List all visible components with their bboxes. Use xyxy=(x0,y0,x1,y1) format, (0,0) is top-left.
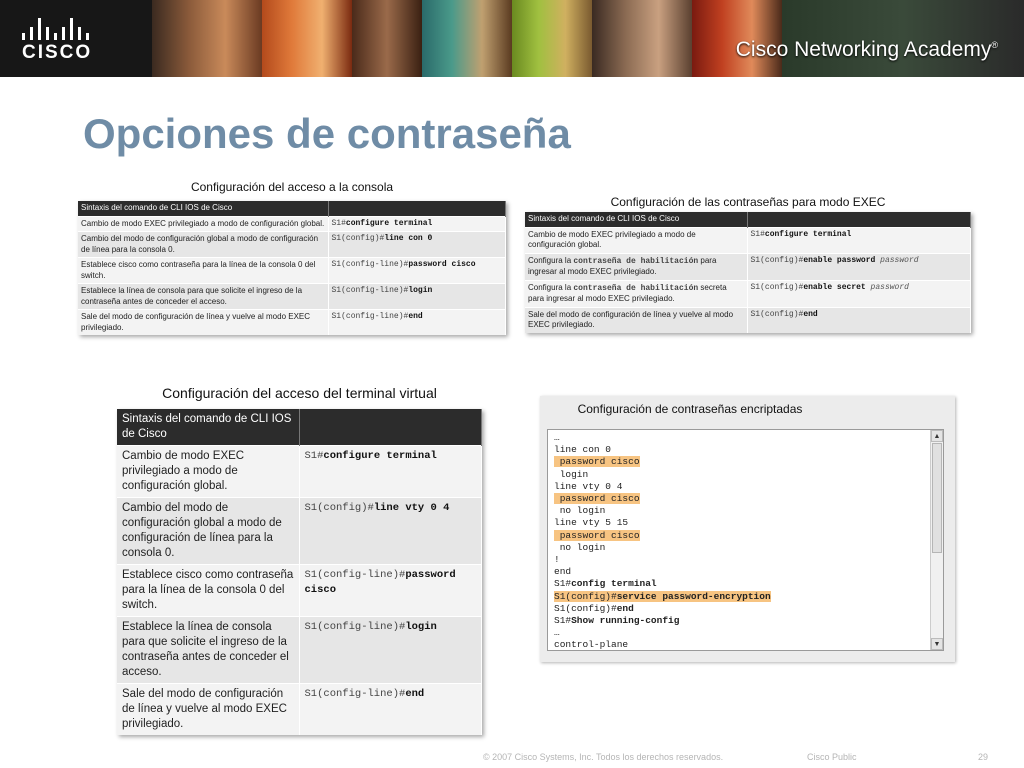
row-command xyxy=(299,565,482,617)
command-prompt: S1(config)# xyxy=(554,602,617,614)
scroll-up-icon[interactable]: ▲ xyxy=(931,430,943,442)
table-row xyxy=(117,446,482,498)
config-command xyxy=(554,603,634,614)
table-row xyxy=(117,565,482,617)
command-keyword: password cisco xyxy=(304,569,456,596)
row-description: Establece la línea de consola para que solicite el ingreso de la contraseña antes de conceder el acceso. xyxy=(78,284,328,310)
command-keyword: configure terminal xyxy=(345,218,433,228)
vty-panel-caption: Configuración del acceso del terminal virtual xyxy=(162,385,437,401)
config-line xyxy=(554,566,771,578)
row-command xyxy=(747,307,971,333)
config-command xyxy=(554,615,679,626)
command-keyword: line vty 0 4 xyxy=(373,502,450,514)
command-prompt: S1(config-line)# xyxy=(331,286,409,295)
command-keyword: config terminal xyxy=(571,578,657,590)
config-line xyxy=(554,554,771,566)
running-config-output xyxy=(547,429,944,651)
config-command xyxy=(554,578,657,589)
table-header-row xyxy=(117,409,482,446)
encrypted-panel-caption: Configuración de contraseñas encriptadas xyxy=(577,402,803,416)
row-description: Cambio de modo EXEC privilegiado a modo de configuración global. xyxy=(78,216,328,232)
command-keyword: enable secret xyxy=(803,282,866,292)
config-text: no login xyxy=(554,505,606,517)
config-line xyxy=(554,481,771,493)
row-command xyxy=(328,258,506,284)
row-command xyxy=(328,232,506,258)
command-keyword: enable password xyxy=(803,255,876,265)
config-line xyxy=(554,444,771,456)
command-prompt: S1(config-line)# xyxy=(304,621,406,633)
command-keyword: password cisco xyxy=(408,260,476,269)
config-text: line vty 5 15 xyxy=(554,517,629,529)
cisco-bridge-icon xyxy=(22,18,102,40)
row-description xyxy=(525,227,747,253)
page-title: Opciones de contraseña xyxy=(83,110,571,157)
scroll-down-icon[interactable]: ▼ xyxy=(931,638,943,650)
config-text: ! xyxy=(554,554,560,566)
vertical-scrollbar[interactable] xyxy=(930,430,943,650)
table-row xyxy=(117,498,482,565)
encrypted-passwords-panel xyxy=(540,396,955,662)
table-row xyxy=(525,253,971,280)
config-text: no login xyxy=(554,541,606,553)
command-keyword: service password-encryption xyxy=(616,590,771,602)
command-argument: password xyxy=(870,282,909,292)
command-keyword: configure terminal xyxy=(764,229,852,239)
command-prompt: S1# xyxy=(750,229,765,239)
config-text: password cisco xyxy=(554,529,640,541)
exec-panel-caption: Configuración de las contraseñas para modo EXEC xyxy=(610,195,886,209)
table-row xyxy=(117,617,482,684)
row-command xyxy=(299,498,482,565)
row-description: Cambio de modo EXEC privilegiado a modo de configuración global. xyxy=(117,446,299,498)
command-prompt: S1(config-line)# xyxy=(304,569,406,581)
footer-classification: Cisco Public xyxy=(807,752,857,762)
config-text: login xyxy=(554,468,589,480)
row-command xyxy=(299,684,482,736)
table-header-syntax: Sintaxis del comando de CLI IOS de Cisco xyxy=(117,409,299,446)
description-text: secreta para ingresar al modo EXEC privilegiado. xyxy=(528,282,727,303)
command-prompt: S1(config-line)# xyxy=(331,312,409,321)
config-command xyxy=(554,591,771,602)
command-prompt: S1# xyxy=(554,578,572,590)
console-access-table xyxy=(78,201,506,335)
row-description xyxy=(525,307,747,333)
config-line xyxy=(554,493,771,505)
description-keyword: contraseña de habilitación xyxy=(573,283,699,293)
config-lines xyxy=(554,432,771,652)
config-line xyxy=(554,505,771,517)
config-text: password cisco xyxy=(554,493,640,505)
exec-password-table xyxy=(525,212,971,333)
table-row xyxy=(78,258,506,284)
command-prompt: S1(config)# xyxy=(750,282,804,292)
table-row xyxy=(78,232,506,258)
command-keyword: end xyxy=(408,312,423,321)
description-text: Sale del modo de configuración de línea y vuelve al modo EXEC privilegiado. xyxy=(528,309,734,329)
row-command xyxy=(747,280,971,307)
config-text: … xyxy=(554,627,560,639)
footer-copyright: © 2007 Cisco Systems, Inc. Todos los derechos reservados. xyxy=(483,752,724,762)
description-text: Cambio de modo EXEC privilegiado a modo de configuración global. xyxy=(528,229,696,249)
row-description: Cambio del modo de configuración global a modo de configuración de línea para la consola 0. xyxy=(117,498,299,565)
command-keyword: configure terminal xyxy=(323,450,437,462)
config-line xyxy=(554,578,771,590)
config-line xyxy=(554,469,771,481)
config-line xyxy=(554,456,771,468)
command-prompt: S1# xyxy=(554,615,572,627)
cisco-logo xyxy=(0,0,152,77)
footer-page-number: 29 xyxy=(978,752,989,762)
row-description xyxy=(525,253,747,280)
config-text: end xyxy=(554,566,572,578)
description-text: Configura la xyxy=(528,282,574,292)
config-line xyxy=(554,530,771,542)
config-line xyxy=(554,542,771,554)
config-line xyxy=(554,603,771,615)
row-command xyxy=(299,446,482,498)
description-text: para ingresar al modo EXEC privilegiado. xyxy=(528,255,717,276)
config-line xyxy=(554,627,771,639)
command-keyword: end xyxy=(405,688,425,700)
config-line xyxy=(554,517,771,529)
config-text: control-plane xyxy=(554,639,629,651)
command-argument: password xyxy=(880,255,919,265)
table-header-blank xyxy=(747,212,971,227)
command-prompt: S1(config)# xyxy=(331,234,385,243)
row-description xyxy=(525,280,747,307)
table-header-blank xyxy=(299,409,482,446)
row-description: Establece cisco como contraseña para la línea de la consola 0 del switch. xyxy=(78,258,328,284)
command-prompt: S1# xyxy=(331,218,346,228)
command-keyword: end xyxy=(803,309,818,319)
row-command xyxy=(328,310,506,336)
config-text: password cisco xyxy=(554,456,640,468)
table-row xyxy=(78,310,506,336)
table-header-syntax: Sintaxis del comando de CLI IOS de Cisco xyxy=(78,201,328,216)
config-text: line con 0 xyxy=(554,444,612,456)
command-keyword: end xyxy=(616,602,634,614)
command-keyword: login xyxy=(408,286,433,295)
table-row xyxy=(525,227,971,253)
config-line xyxy=(554,591,771,603)
description-text: Configura la xyxy=(528,255,574,265)
row-description: Sale del modo de configuración de línea y vuelve al modo EXEC privilegiado. xyxy=(78,310,328,336)
table-header-row xyxy=(525,212,971,227)
config-text: … xyxy=(554,432,560,443)
command-prompt: S1(config)# xyxy=(750,309,804,319)
config-line xyxy=(554,432,771,444)
command-prompt: S1(config)# xyxy=(304,502,374,514)
table-row xyxy=(117,684,482,736)
row-command xyxy=(328,284,506,310)
table-header-row xyxy=(78,201,506,216)
vty-access-table xyxy=(117,409,482,735)
table-row xyxy=(78,216,506,232)
table-header-blank xyxy=(328,201,506,216)
command-prompt: S1(config-line)# xyxy=(331,260,409,269)
row-description: Cambio del modo de configuración global a modo de configuración de línea para la consola 0. xyxy=(78,232,328,258)
command-keyword: Show running-config xyxy=(571,615,680,627)
scroll-thumb[interactable] xyxy=(932,443,942,553)
command-keyword: login xyxy=(405,621,437,633)
cisco-logo-text: CISCO xyxy=(22,42,93,63)
row-command xyxy=(747,227,971,253)
header-banner xyxy=(0,0,1024,77)
command-prompt: S1(config)# xyxy=(554,590,617,602)
config-line xyxy=(554,615,771,627)
console-panel-caption: Configuración del acceso a la consola xyxy=(190,180,394,194)
command-prompt: S1# xyxy=(304,450,324,462)
row-command xyxy=(328,216,506,232)
table-row xyxy=(78,284,506,310)
command-prompt: S1(config)# xyxy=(750,255,804,265)
academy-title: Cisco Networking Academy® xyxy=(735,38,998,61)
table-header-syntax: Sintaxis del comando de CLI IOS de Cisco xyxy=(525,212,747,227)
table-row xyxy=(525,307,971,333)
config-line xyxy=(554,639,771,651)
table-row xyxy=(525,280,971,307)
description-keyword: contraseña de habilitación xyxy=(573,256,699,266)
row-command xyxy=(747,253,971,280)
row-description: Establece cisco como contraseña para la línea de la consola 0 del switch. xyxy=(117,565,299,617)
command-keyword: line con 0 xyxy=(384,234,433,243)
row-description: Sale del modo de configuración de línea y vuelve al modo EXEC privilegiado. xyxy=(117,684,299,736)
config-text: line vty 0 4 xyxy=(554,480,623,492)
command-prompt: S1(config-line)# xyxy=(304,688,406,700)
row-description: Establece la línea de consola para que solicite el ingreso de la contraseña antes de conceder el acceso. xyxy=(117,617,299,684)
row-command xyxy=(299,617,482,684)
